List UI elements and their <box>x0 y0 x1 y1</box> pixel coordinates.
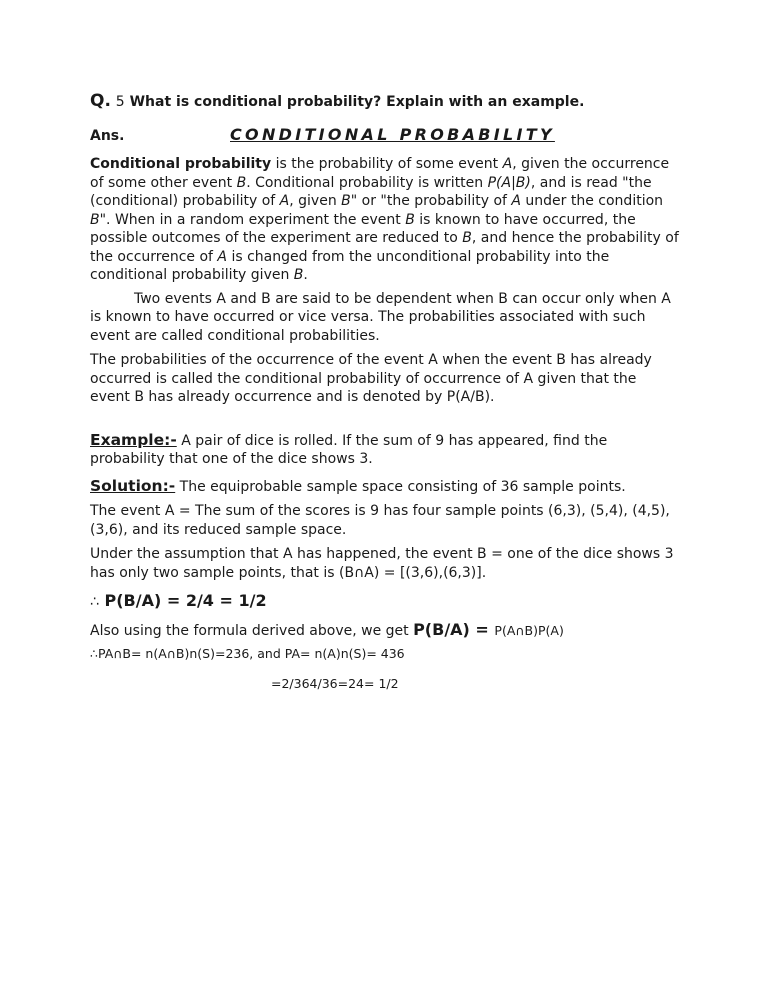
document-page <box>90 88 680 693</box>
bold-lead: Conditional probability <box>90 156 272 172</box>
formula-line <box>90 619 680 642</box>
italic-var: B <box>236 174 247 191</box>
example-paragraph <box>90 431 680 469</box>
text-run: , and is read "the (conditional) probability of <box>90 174 652 209</box>
text-run: . <box>303 267 308 283</box>
example-text: A pair of dice is rolled. If the sum of 9 has appeared, find the probability that one of the dice shows 3. <box>90 432 608 467</box>
text-run: . Conditional probability is written <box>246 174 488 191</box>
answer-title: CONDITIONAL PROBABILITY <box>230 125 555 144</box>
answer-line <box>90 125 680 149</box>
text-run: , given <box>289 193 342 209</box>
italic-var: B <box>462 230 472 246</box>
dependent-events-paragraph: Two events A and B are said to be dependent when B can occur only when A is known to have occurred or vice versa. The probabilities associated with such event are called conditional probabilities. <box>90 290 671 344</box>
italic-var: A <box>217 248 227 265</box>
question-line <box>90 88 680 115</box>
text-run: , and hence the probability of the occurrence of <box>90 230 679 265</box>
italic-var: B <box>341 193 351 209</box>
solution-paragraph <box>90 477 680 497</box>
formula-lead: Also using the formula derived above, we get <box>90 623 414 639</box>
italic-var: B <box>405 211 415 228</box>
text-run: under the condition <box>520 193 664 209</box>
therefore-line: ∴PA∩B= n(A∩B)n(S)=236, and PA= n(A)n(S)= 436 <box>90 646 405 661</box>
text-run: is the probability of some event <box>271 156 503 172</box>
italic-var: A <box>511 193 521 209</box>
therefore-icon: ∴ <box>90 594 99 610</box>
italic-notation: P(A|B) <box>487 174 531 191</box>
definition-paragraph <box>90 155 680 285</box>
event-paragraph: The event A = The sum of the scores is 9 has four sample points (6,3), (5,4), (4,5), (3,6), and its reduced sample space. <box>90 503 670 538</box>
example-label: Example:- <box>90 430 177 449</box>
formula-big: P(B/A) = <box>413 620 495 639</box>
italic-var: A <box>502 156 513 172</box>
solution-text: The equiprobable sample space consisting of 36 sample points. <box>175 478 626 495</box>
result-text: P(B/A) = 2/4 = 1/2 <box>98 591 267 610</box>
italic-var: A <box>279 193 290 209</box>
formula-small: P(A∩B)P(A) <box>494 623 564 638</box>
question-label: Q. <box>90 91 111 111</box>
question-number: 5 <box>115 94 125 110</box>
text-run: is changed from the unconditional probability into the conditional probability given <box>90 248 610 283</box>
solution-label: Solution:- <box>90 476 176 495</box>
question-text: What is conditional probability? Explain with an example. <box>129 94 585 110</box>
text-run: , given the occurrence of some other event <box>90 156 670 191</box>
result-line <box>90 590 680 613</box>
text-run: is known to have occurred, the possible outcomes of the experiment are reduced to <box>90 211 636 246</box>
text-run: " or "the probability of <box>350 193 512 209</box>
assumption-paragraph: Under the assumption that A has happened, the event B = one of the dice shows 3 has only two sample points, that is (B∩A) = [(3,6),(6,3)]. <box>90 546 674 581</box>
italic-var: B <box>293 267 304 283</box>
text-run: ". When in a random experiment the event <box>99 211 406 228</box>
answer-label: Ans. <box>90 128 125 144</box>
denotation-paragraph: The probabilities of the occurrence of the event A when the event B has already occurred is called the conditional probability of occurrence of A given that the event B has already occurrence and is denoted by P(A/B). <box>90 352 652 405</box>
italic-var: B <box>90 211 100 228</box>
final-result-line: =2/364/36=24= 1/2 <box>271 676 399 691</box>
